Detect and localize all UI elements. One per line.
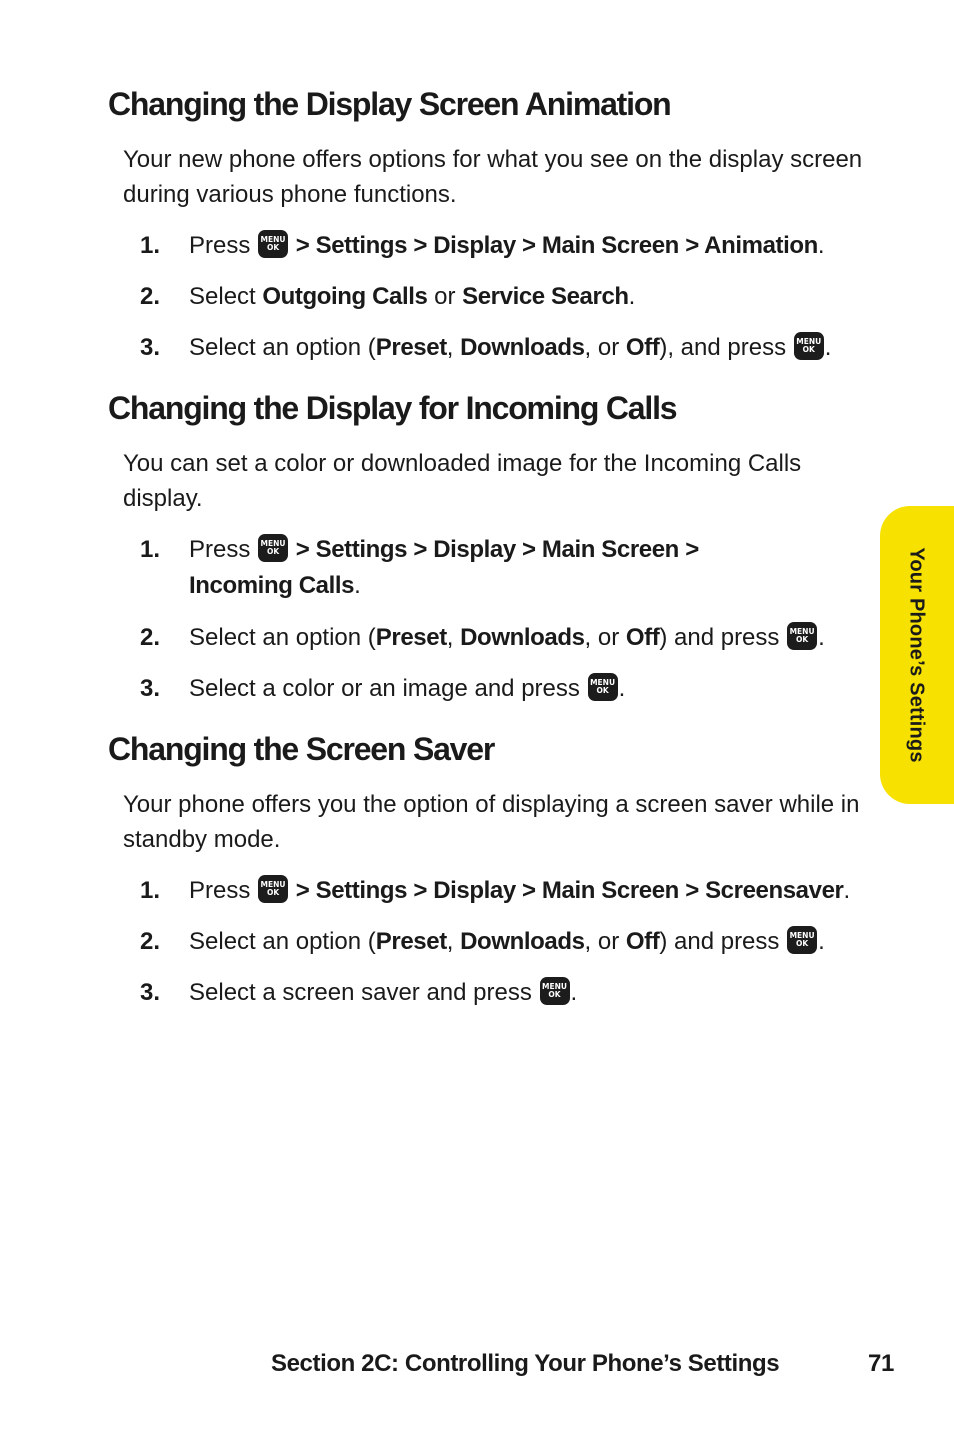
section-heading-screen-animation: Changing the Display Screen Animation: [108, 86, 671, 122]
step-number: 1.: [140, 536, 161, 563]
step-number: 2.: [140, 283, 161, 310]
step-text: Select a color or an image and press MENU OK .: [189, 675, 626, 702]
menu-ok-key-icon: MENU OK: [794, 332, 824, 360]
menu-ok-key-icon: MENU OK: [258, 534, 288, 562]
step-number: 3.: [140, 675, 161, 702]
section-heading-incoming-calls: Changing the Display for Incoming Calls: [108, 390, 677, 426]
section-intro: You can set a color or downloaded image for the Incoming Calls display.: [123, 450, 802, 512]
step-number: 3.: [140, 979, 161, 1006]
menu-ok-key-icon: MENU OK: [258, 875, 288, 903]
menu-ok-key-icon: MENU OK: [588, 673, 618, 701]
menu-ok-key-icon: MENU OK: [787, 622, 817, 650]
page-number: 71: [868, 1350, 894, 1377]
step-number: 2.: [140, 928, 161, 955]
step-text: Press MENU OK > Settings > Display > Main Screen > Animation.: [189, 232, 825, 259]
step-number: 3.: [140, 334, 161, 361]
step-text: Select an option (Preset, Downloads, or Off) and press MENU OK .: [189, 624, 825, 651]
step-number: 1.: [140, 232, 161, 259]
menu-ok-key-icon: MENU OK: [787, 926, 817, 954]
menu-ok-key-icon: MENU OK: [540, 977, 570, 1005]
section-intro: Your phone offers you the option of displaying a screen saver while in standby mode.: [123, 791, 860, 853]
step-text: Select an option (Preset, Downloads, or Off) and press MENU OK .: [189, 928, 825, 955]
step-text: Select Outgoing Calls or Service Search.: [189, 283, 636, 310]
step-number: 2.: [140, 624, 161, 651]
footer-section-title: Section 2C: Controlling Your Phone’s Settings: [271, 1350, 780, 1377]
side-tab-label: Your Phone’s Settings: [905, 547, 928, 763]
step-text: Select an option (Preset, Downloads, or Off), and press MENU OK .: [189, 334, 832, 361]
step-number: 1.: [140, 877, 161, 904]
step-text: Press MENU OK > Settings > Display > Main Screen > Incoming Calls.: [189, 536, 699, 599]
section-heading-screen-saver: Changing the Screen Saver: [108, 731, 495, 767]
step-text: Select a screen saver and press MENU OK .: [189, 979, 578, 1006]
step-text: Press MENU OK > Settings > Display > Main Screen > Screensaver.: [189, 877, 851, 904]
menu-ok-key-icon: MENU OK: [258, 230, 288, 258]
section-intro: Your new phone offers options for what you see on the display screen during various phone functions.: [123, 146, 863, 208]
